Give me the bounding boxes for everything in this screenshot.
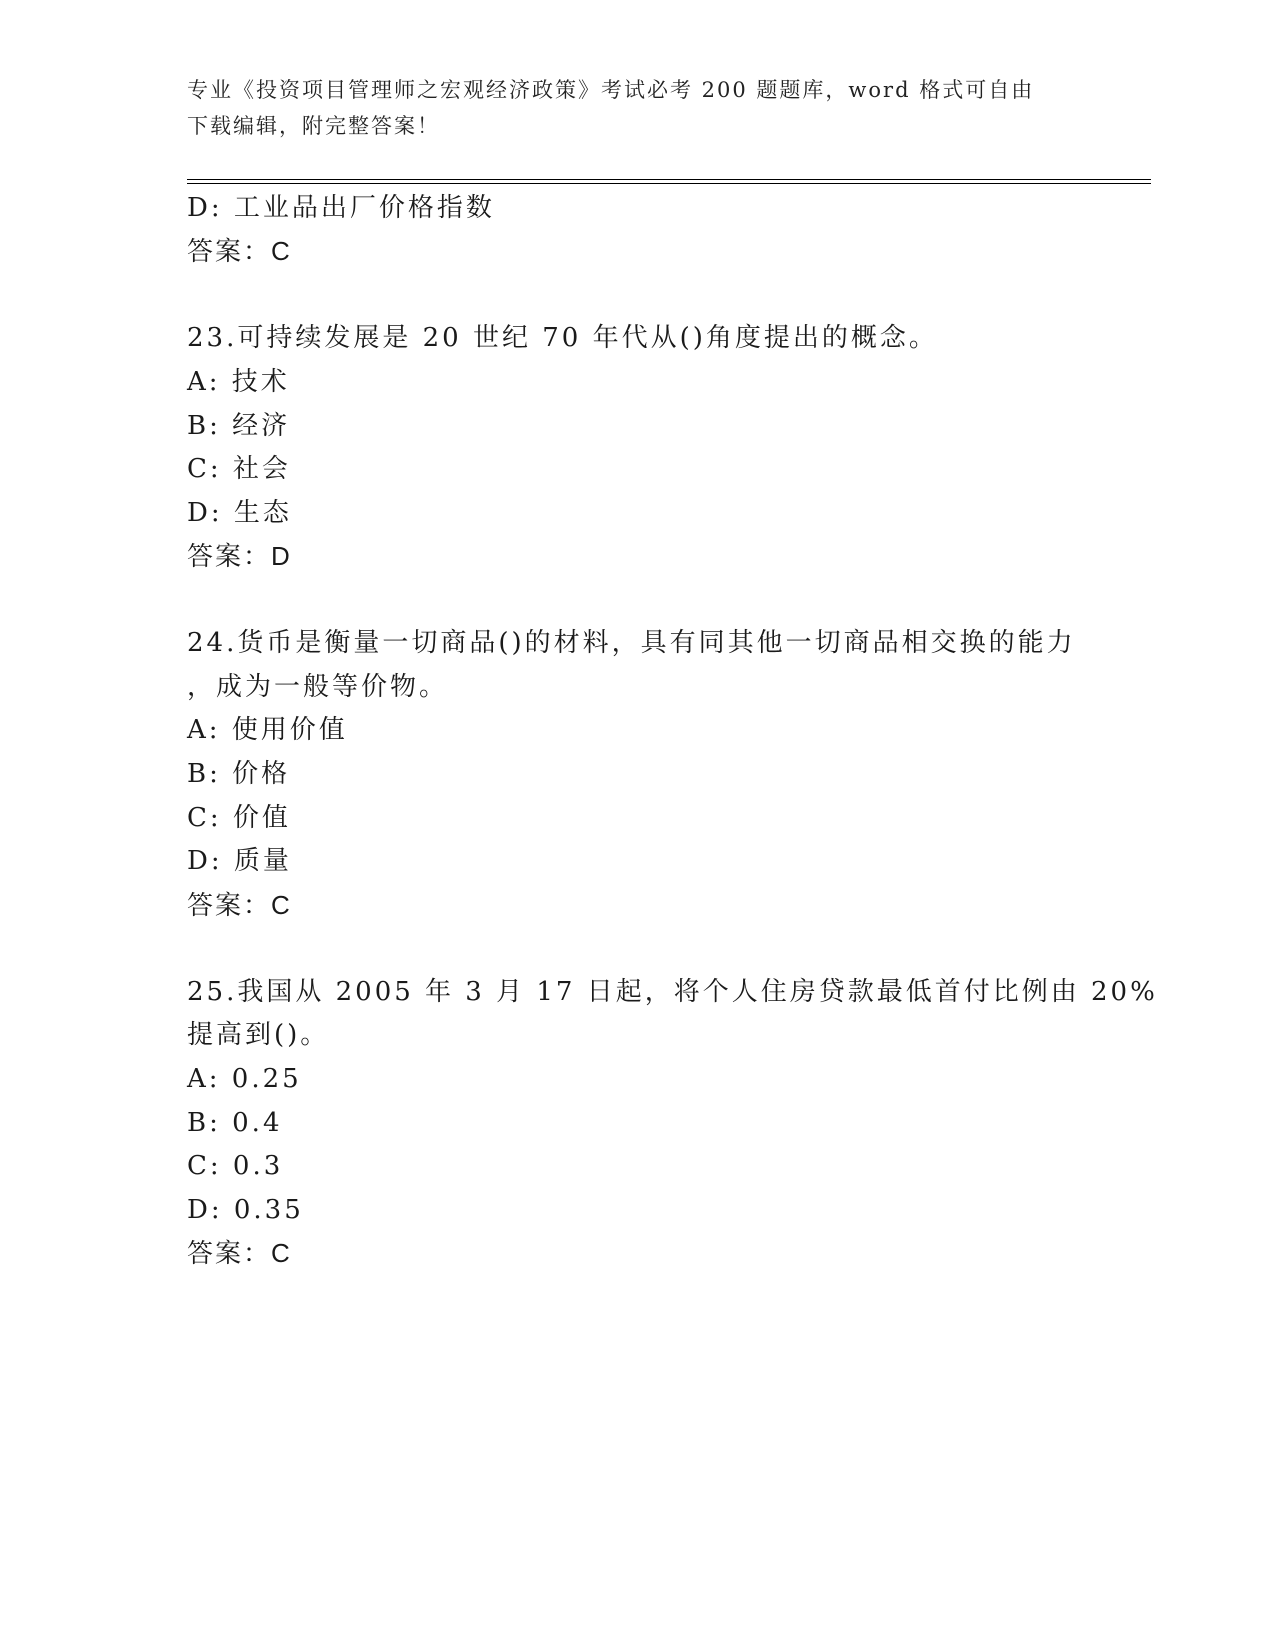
q24-answer: 答案：C — [187, 890, 292, 920]
q23-option-a: A: 技术 — [187, 367, 290, 397]
q23-question: 23.可持续发展是 20 世纪 70 年代从()角度提出的概念。 — [187, 323, 938, 353]
q23-option-c: C: 社会 — [187, 454, 291, 484]
q25-option-b: B: 0.4 — [187, 1108, 283, 1138]
q24-option-c: C: 价值 — [187, 803, 291, 833]
q23-answer: 答案：D — [187, 541, 292, 571]
q25-question-line-2: 提高到()。 — [187, 1020, 330, 1050]
q25-answer: 答案：C — [187, 1238, 292, 1268]
q25-option-a: A: 0.25 — [187, 1064, 302, 1094]
q24-question-line-1: 24.货币是衡量一切商品()的材料，具有同其他一切商品相交换的能力 — [187, 628, 1076, 658]
q24-option-b: B: 价格 — [187, 759, 291, 789]
q24-question-line-2: ，成为一般等价物。 — [187, 672, 449, 702]
q23-option-d: D: 生态 — [187, 498, 292, 528]
q24-option-a: A: 使用价值 — [187, 715, 348, 745]
q22-answer: 答案：C — [187, 236, 292, 266]
header-divider-top — [187, 179, 1151, 180]
q25-option-c: C: 0.3 — [187, 1151, 284, 1181]
q23-option-b: B: 经济 — [187, 411, 291, 441]
q25-question-line-1: 25.我国从 2005 年 3 月 17 日起，将个人住房贷款最低首付比例由 20% — [187, 977, 1158, 1007]
header-line-2: 下载编辑，附完整答案！ — [187, 114, 440, 138]
q22-option-d: D: 工业品出厂价格指数 — [187, 193, 495, 223]
document-header — [187, 72, 1067, 144]
header-line-1: 专业《投资项目管理师之宏观经济政策》考试必考 200 题题库，word 格式可自由 — [187, 78, 1035, 102]
header-divider-bottom — [187, 183, 1151, 184]
q24-option-d: D: 质量 — [187, 846, 292, 876]
q25-option-d: D: 0.35 — [187, 1195, 304, 1225]
